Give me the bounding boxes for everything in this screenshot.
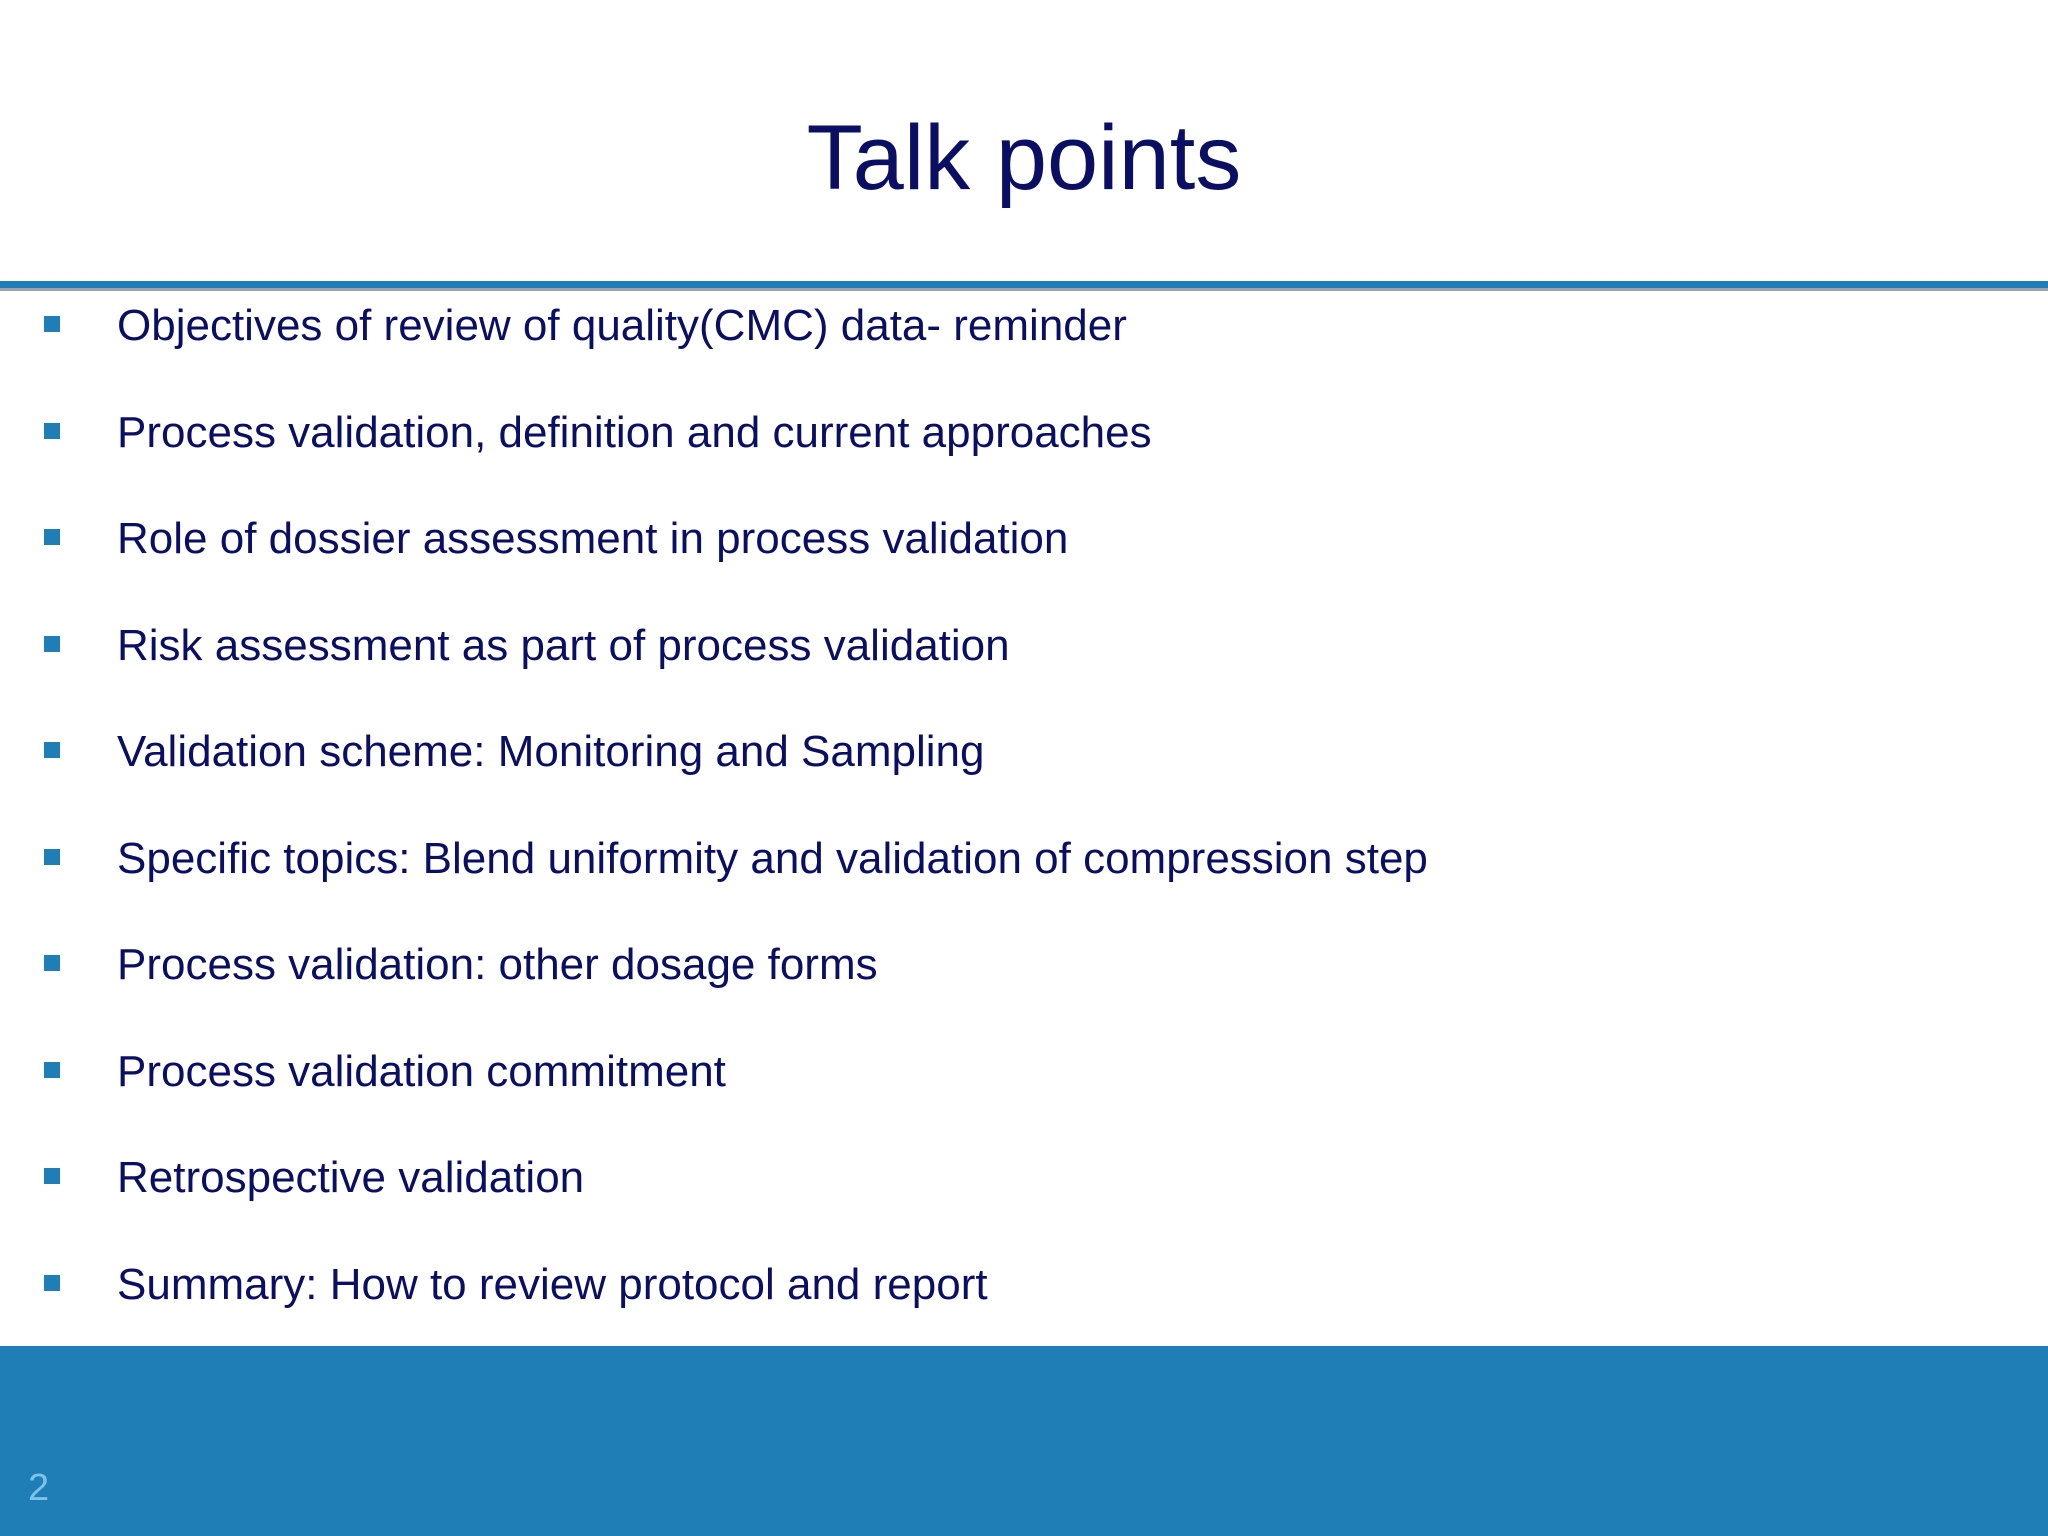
square-bullet-icon — [44, 529, 60, 545]
square-bullet-icon — [44, 423, 60, 439]
title-divider — [0, 281, 2048, 288]
list-item — [0, 933, 2048, 1040]
bullet-text: Process validation, definition and current approaches — [117, 407, 1152, 457]
slide-title: Talk points — [806, 107, 1242, 209]
list-item — [0, 827, 2048, 934]
list-item — [0, 294, 2048, 401]
list-item — [0, 1040, 2048, 1147]
bullet-text: Specific topics: Blend uniformity and validation of compression step — [117, 833, 1428, 883]
bullet-text: Validation scheme: Monitoring and Sampling — [117, 727, 985, 776]
bullet-text: Process validation commitment — [117, 1046, 726, 1096]
footer-band — [0, 1346, 2048, 1536]
bullet-text: Process validation: other dosage forms — [117, 940, 878, 989]
square-bullet-icon — [44, 1062, 60, 1078]
title-divider-shadow — [0, 288, 2048, 291]
square-bullet-icon — [44, 316, 60, 332]
square-bullet-icon — [44, 1168, 60, 1184]
page-number: 2 — [28, 1467, 50, 1509]
bullet-text: Role of dossier assessment in process validation — [117, 514, 1069, 563]
square-bullet-icon — [44, 849, 60, 865]
list-item — [0, 614, 2048, 721]
square-bullet-icon — [44, 636, 60, 652]
list-item — [0, 401, 2048, 508]
list-item — [0, 507, 2048, 614]
bullet-text: Objectives of review of quality(CMC) data- reminder — [117, 301, 1127, 350]
bullet-text: Risk assessment as part of process validation — [117, 620, 1010, 670]
bullet-list — [0, 294, 2048, 1359]
bullet-text: Summary: How to review protocol and report — [117, 1259, 988, 1309]
bullet-text: Retrospective validation — [117, 1153, 585, 1202]
square-bullet-icon — [44, 742, 60, 758]
list-item — [0, 1253, 2048, 1360]
list-item — [0, 1146, 2048, 1253]
list-item — [0, 720, 2048, 827]
square-bullet-icon — [44, 955, 60, 971]
square-bullet-icon — [44, 1275, 60, 1291]
